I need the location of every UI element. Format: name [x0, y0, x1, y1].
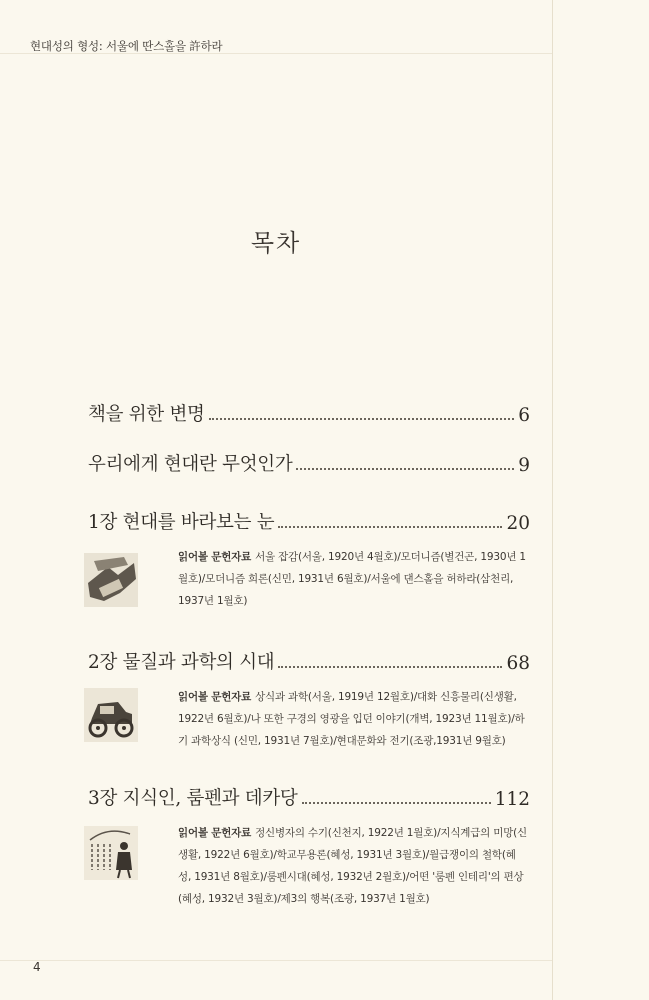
reading-text: 상식과 과학(서울, 1919년 12월호)/대화 신흥물리(신생활, 1922년 6월호)/나 또한 구경의 영광을 입던 이야기(개벽, 1923년 11월호)/하기 과학상식 (신민, 1931년 7월호)/현대문화와 전기(조광,1931년 9월호)	[178, 691, 525, 747]
toc-entry-chapter-2[interactable]	[88, 644, 530, 674]
toc-entry-preface[interactable]	[88, 396, 530, 426]
toc-leader-dots	[296, 468, 514, 470]
illustration-figure-with-calligraphy-icon	[84, 826, 138, 880]
toc-leader-dots	[278, 666, 502, 668]
reading-text: 정신병자의 수기(신천지, 1922년 1월호)/지식계급의 미망(신생활, 1922년 6월호)/학교무용론(혜성, 1931년 3월호)/월급쟁이의 철학(혜성, 1931년 8월호)/룸펜시대(혜성, 1932년 2월호)/어떤 '룸펜 인테리'의 편상(혜성, 1932년 3월호)/제3의 행복(조광, 1937년 1월호)	[178, 827, 527, 905]
toc-entry-page: 20	[506, 513, 530, 534]
photo-vintage-car-icon	[84, 688, 138, 742]
toc-leader-dots	[209, 418, 515, 420]
toc-entry-label: 우리에게 현대란 무엇인가	[88, 454, 293, 475]
reading-text: 서울 잡감(서울, 1920년 4월호)/모더니즘(별건곤, 1930년 1월호)/모더니즘 희론(신민, 1931년 6월호)/서울에 댄스홀을 허하라(삼천리, 1937년 1월호)	[178, 551, 526, 607]
running-header: 현대성의 형성: 서울에 딴스홀을 許하라	[30, 39, 223, 53]
toc-leader-dots	[278, 526, 502, 528]
toc-entry-chapter-1[interactable]	[88, 504, 530, 534]
header-divider	[0, 53, 552, 54]
toc-entry-page: 112	[494, 789, 530, 810]
footer-divider	[0, 960, 552, 961]
toc-entry-label: 1장 현대를 바라보는 눈	[88, 512, 275, 533]
photo-hand-card-icon	[84, 553, 138, 607]
reading-label: 읽어볼 문헌자료	[178, 691, 252, 703]
toc-leader-dots	[302, 802, 491, 804]
toc-entry-label: 2장 물질과 과학의 시대	[88, 652, 275, 673]
toc-entry-page: 68	[506, 653, 530, 674]
toc-entry-label: 3장 지식인, 룸펜과 데카당	[88, 788, 298, 809]
page-number: 4	[33, 960, 41, 974]
reading-list-chapter-2	[178, 686, 528, 752]
toc-entry-page: 9	[518, 455, 530, 476]
toc-entry-label: 책을 위한 변명	[88, 404, 205, 425]
page-fold-line	[552, 0, 553, 1000]
reading-label: 읽어볼 문헌자료	[178, 551, 252, 563]
toc-entry-introduction[interactable]	[88, 446, 530, 476]
toc-entry-page: 6	[518, 405, 530, 426]
reading-list-chapter-3	[178, 822, 528, 910]
reading-list-chapter-1	[178, 546, 528, 612]
toc-entry-chapter-3[interactable]	[88, 780, 530, 810]
page-title: 목차	[250, 229, 302, 257]
reading-label: 읽어볼 문헌자료	[178, 827, 252, 839]
